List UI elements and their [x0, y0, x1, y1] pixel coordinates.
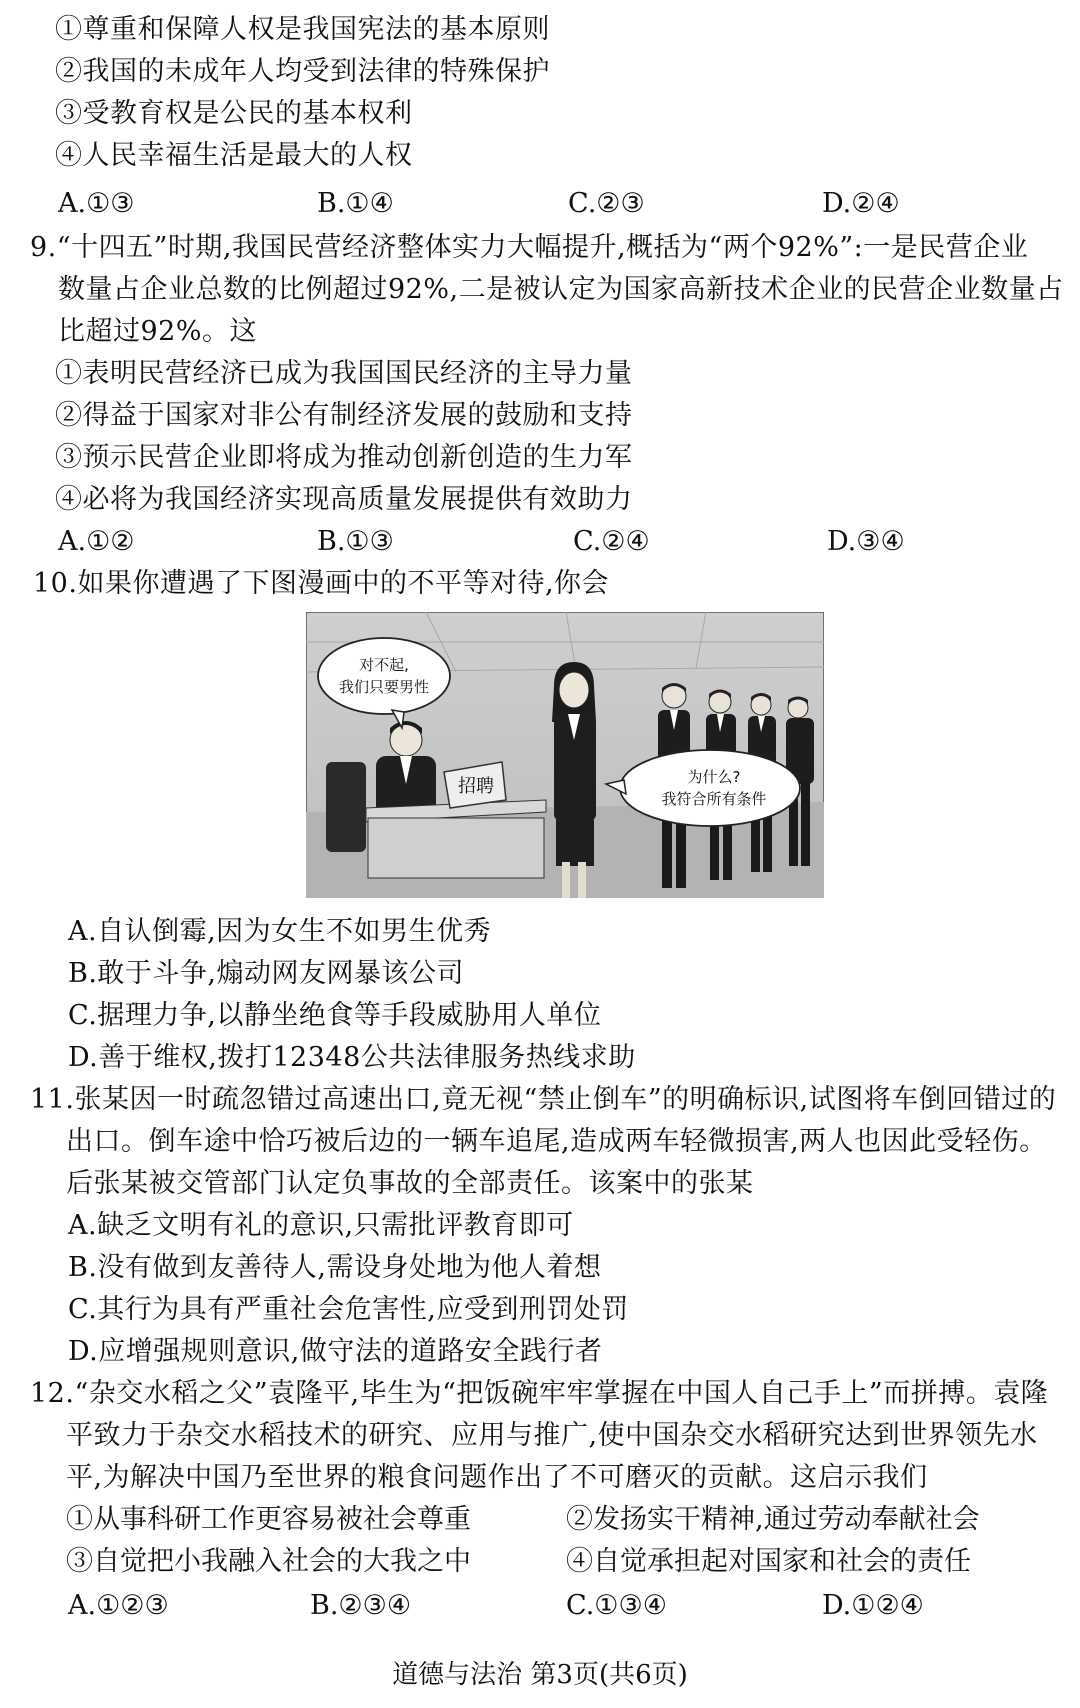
q8-option-d: D.②④: [822, 188, 900, 219]
q12-stem-line-3: 平,为解决中国乃至世界的粮食问题作出了不可磨灭的贡献。这启示我们: [66, 1462, 928, 1493]
q12-statement-2: ②发扬实干精神,通过劳动奉献社会: [566, 1504, 980, 1535]
q10-option-a: A.自认倒霉,因为女生不如男生优秀: [68, 916, 492, 947]
comic-illustration: [306, 612, 824, 898]
q11-stem-line-1: 11.张某因一时疏忽错过高速出口,竟无视“禁止倒车”的明确标识,试图将车倒回错过的: [30, 1084, 1057, 1115]
desk-sign-text: 招聘: [458, 776, 494, 797]
q9-stem-line-3: 比超过92%。这: [58, 316, 258, 347]
q11-option-d: D.应增强规则意识,做守法的道路安全践行者: [68, 1336, 603, 1367]
q8-option-a: A.①③: [58, 188, 135, 219]
q12-statements-row-1: [0, 1502, 1080, 1538]
q9-option-a: A.①②: [58, 526, 135, 557]
q9-option-c: C.②④: [573, 526, 650, 557]
q12-statement-3: ③自觉把小我融入社会的大我之中: [66, 1546, 471, 1577]
q8-statement-4: ④人民幸福生活是最大的人权: [55, 140, 413, 171]
q10-stem: 10.如果你遭遇了下图漫画中的不平等对待,你会: [33, 568, 610, 599]
q9-statement-4: ④必将为我国经济实现高质量发展提供有效助力: [55, 484, 633, 515]
q8-options: [0, 186, 1080, 222]
q12-statement-1: ①从事科研工作更容易被社会尊重: [66, 1504, 471, 1535]
q9-statement-2: ②得益于国家对非公有制经济发展的鼓励和支持: [55, 400, 633, 431]
q8-statement-1: ①尊重和保障人权是我国宪法的基本原则: [55, 14, 550, 45]
q9-statement-3: ③预示民营企业即将成为推动创新创造的生力军: [55, 442, 633, 473]
bubble-left-line-2: 我们只要男性: [338, 678, 430, 696]
bubble-right-line-2: 我符合所有条件: [661, 790, 767, 808]
q11-option-c: C.其行为具有严重社会危害性,应受到刑罚处罚: [68, 1294, 629, 1325]
q11-stem-line-2: 出口。倒车途中恰巧被后边的一辆车追尾,造成两车轻微损害,两人也因此受轻伤。: [66, 1126, 1047, 1157]
q12-option-c: C.①③④: [566, 1590, 667, 1621]
q9-statement-1: ①表明民营经济已成为我国国民经济的主导力量: [55, 358, 633, 389]
q8-statement-3: ③受教育权是公民的基本权利: [55, 98, 413, 129]
q9-stem-line-1: 9.“十四五”时期,我国民营经济整体实力大幅提升,概括为“两个92%”:一是民营企业: [30, 232, 1029, 263]
bubble-left-line-1: 对不起,: [359, 656, 409, 674]
q10-option-c: C.据理力争,以静坐绝食等手段威胁用人单位: [68, 1000, 602, 1031]
q12-statement-4: ④自觉承担起对国家和社会的责任: [566, 1546, 971, 1577]
q12-option-b: B.②③④: [310, 1590, 412, 1621]
q12-statements-row-2: [0, 1544, 1080, 1580]
q12-option-d: D.①②④: [822, 1590, 924, 1621]
q11-stem-line-3: 后张某被交管部门认定负事故的全部责任。该案中的张某: [66, 1168, 754, 1199]
q8-option-b: B.①④: [317, 188, 394, 219]
q11-option-a: A.缺乏文明有礼的意识,只需批评教育即可: [68, 1210, 574, 1241]
q8-option-c: C.②③: [568, 188, 645, 219]
q9-option-b: B.①③: [317, 526, 394, 557]
q10-option-d: D.善于维权,拨打12348公共法律服务热线求助: [68, 1042, 636, 1073]
q12-stem-line-2: 平致力于杂交水稻技术的研究、应用与推广,使中国杂交水稻研究达到世界领先水: [66, 1420, 1038, 1451]
q9-stem-line-2: 数量占企业总数的比例超过92%,二是被认定为国家高新技术企业的民营企业数量占: [58, 274, 1064, 305]
q9-options: [0, 524, 1080, 560]
q12-options: [0, 1588, 1080, 1624]
page-footer: 道德与法治 第3页(共6页): [392, 1660, 688, 1690]
bubble-right-line-1: 为什么?: [687, 768, 741, 786]
q8-statement-2: ②我国的未成年人均受到法律的特殊保护: [55, 56, 550, 87]
woman-figure: [552, 662, 596, 898]
q9-option-d: D.③④: [827, 526, 905, 557]
q10-option-b: B.敢于斗争,煽动网友网暴该公司: [68, 958, 465, 989]
q11-option-b: B.没有做到友善待人,需设身处地为他人着想: [68, 1252, 602, 1283]
q12-stem-line-1: 12.“杂交水稻之父”袁隆平,毕生为“把饭碗牢牢掌握在中国人自己手上”而拼搏。袁隆: [30, 1378, 1049, 1409]
q12-option-a: A.①②③: [68, 1590, 169, 1621]
